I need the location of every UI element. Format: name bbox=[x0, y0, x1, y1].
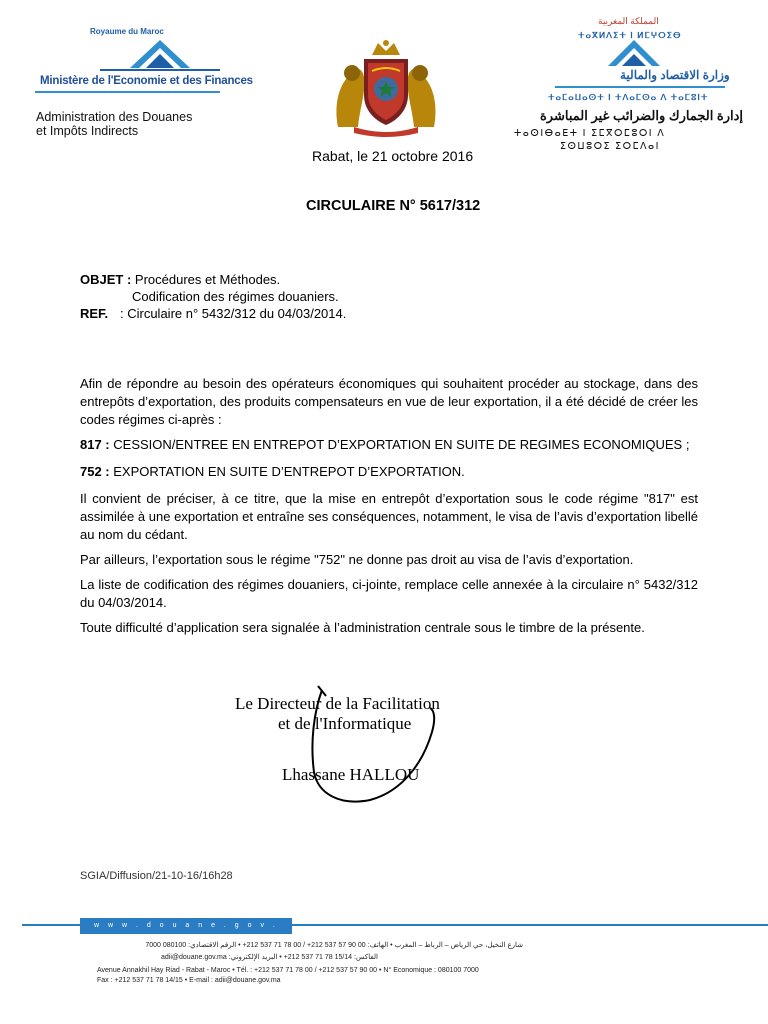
ministry-logo bbox=[95, 38, 225, 74]
coat-of-arms-emblem bbox=[328, 37, 444, 137]
kingdom-label-arabic: المملكة المغربية bbox=[598, 16, 659, 26]
administration-name-arabic: إدارة الجمارك والضرائب غير المباشرة bbox=[540, 108, 744, 123]
objet-label: OBJET : bbox=[80, 272, 132, 287]
handwritten-signature bbox=[300, 682, 460, 812]
regime-code-817-text: CESSION/ENTREE EN ENTREPOT D’EXPORTATION EN SUITE DE REGIMES ECONOMIQUES ; bbox=[113, 437, 690, 452]
objet-row bbox=[80, 272, 280, 287]
paragraph-3: Par ailleurs, l’exportation sous le régime "752" ne donne pas droit au visa de l’avis d’exportation. bbox=[80, 552, 634, 567]
ref-label: REF. bbox=[80, 306, 109, 321]
regime-code-752-number: 752 : bbox=[80, 464, 110, 479]
administration-line2: et Impôts Indirects bbox=[36, 124, 139, 138]
document-title: CIRCULAIRE N° 5617/312 bbox=[306, 198, 481, 214]
footer-address-arabic-line1: شارع النخيل، حي الرياض – الرباط – المغرب • الهاتف: 00 90 57 537 212+ / 00 78 71 537 212+ • الرقم الاقتصادي: 080100 7000 bbox=[145, 942, 523, 949]
ministry-name-tifinagh: ⵜⴰⵎⴰⵡⴰⵙⵜ ⵏ ⵜⴷⴰⵎⵙⴰ ⴷ ⵜⴰⵎⵓⵏⵜ bbox=[548, 92, 709, 102]
ministry-logo-right bbox=[604, 38, 664, 70]
footer-address-arabic-line2: الفاكس: 15/14 78 71 537 212+ • البريد الإلكتروني: adii@douane.gov.ma bbox=[161, 954, 378, 961]
header-divider-right bbox=[555, 86, 725, 88]
objet-line2: Codification des régimes douaniers. bbox=[132, 289, 339, 304]
regime-code-817-number: 817 : bbox=[80, 437, 110, 452]
administration-tifinagh-line1: ⵜⴰⵙⵏⴱⴰⴹⵜ ⵏ ⵉⵎⴳⵔⵎⵓⵔⵏ ⴷ bbox=[514, 128, 666, 139]
document-date: Rabat, le 21 octobre 2016 bbox=[312, 148, 474, 164]
footer-address-french-line1: Avenue Annakhil Hay Riad - Rabat - Maroc • Tél. : +212 537 71 78 00 / +212 537 57 90 00 • N° Economique : 080100 7000 bbox=[97, 967, 479, 974]
header-divider bbox=[35, 91, 220, 93]
administration-name bbox=[36, 110, 192, 138]
intro-paragraph: Afin de répondre au besoin des opérateurs économiques qui souhaitent procéder au stockage, dans des entrepôts d’exportation, des produits compensateurs en vue de leur exportation, il a été décidé de créer les codes régimes ci-après : bbox=[80, 376, 698, 427]
ref-text: : Circulaire n° 5432/312 du 04/03/2014. bbox=[120, 306, 347, 321]
diffusion-reference: SGIA/Diffusion/21-10-16/16h28 bbox=[80, 870, 233, 882]
regime-code-817 bbox=[80, 436, 698, 454]
website-link[interactable]: w w w . d o u a n e . g o v . m a bbox=[80, 918, 292, 934]
paragraph-5: Toute difficulté d’application sera signalée à l’administration centrale sous le timbre de la présente. bbox=[80, 620, 645, 635]
paragraph-4: La liste de codification des régimes douaniers, ci-jointe, remplace celle annexée à la circulaire n° 5432/312 du 04/03/2014. bbox=[80, 577, 698, 610]
signatory-title-line1: Le Directeur de la Facilitation bbox=[235, 694, 440, 713]
ministry-name: Ministère de l'Economie et des Finances bbox=[40, 75, 253, 87]
footer-address-french-line2: Fax : +212 537 71 78 14/15 • E-mail : adii@douane.gov.ma bbox=[97, 977, 281, 984]
objet-line1: Procédures et Méthodes. bbox=[134, 272, 281, 287]
signatory-title-line2: et de l'Informatique bbox=[278, 714, 412, 733]
kingdom-label-tifinagh: ⵜⴰⴳⵍⴷⵉⵜ ⵏ ⵍⵎⵖⵔⵉⴱ bbox=[578, 30, 682, 40]
administration-tifinagh-line2: ⵉⵙⵡⵓⵔⵉ ⵉⵔⵎⴷⴰⵏ bbox=[560, 141, 660, 152]
paragraph-2: Il convient de préciser, à ce titre, que la mise en entrepôt d’exportation sous le code régime "817" est assimilée à une exportation et entraîne ses conséquences, notamment, le visa de l’avis d’exportation libellé au nom du cédant. bbox=[80, 491, 698, 542]
signatory-name: Lhassane HALLOU bbox=[282, 765, 420, 784]
regime-code-752-text: EXPORTATION EN SUITE D’ENTREPOT D’EXPORTATION. bbox=[113, 464, 465, 479]
regime-code-752 bbox=[80, 463, 698, 481]
kingdom-label: Royaume du Maroc bbox=[90, 27, 164, 36]
ministry-name-arabic: وزارة الاقتصاد والمالية bbox=[620, 68, 730, 82]
administration-line1: Administration des Douanes bbox=[36, 110, 193, 124]
